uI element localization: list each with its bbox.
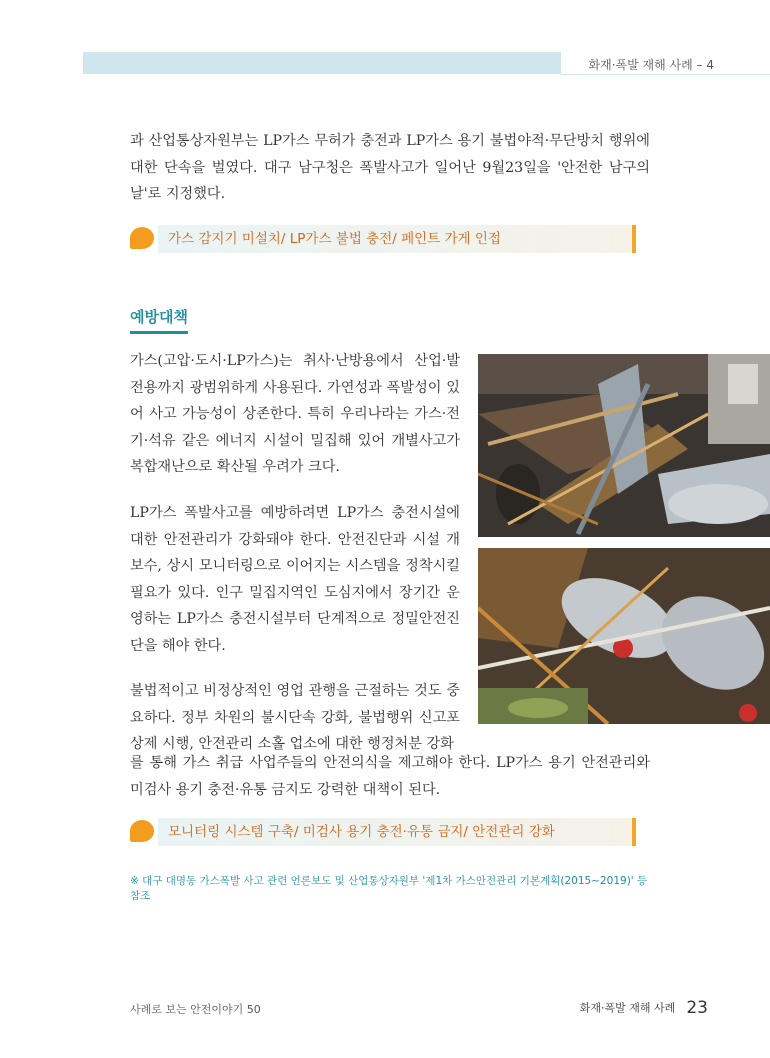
body-paragraph-3: 불법적이고 비정상적인 영업 관행을 근절하는 것도 중요하다. 정부 차원의 불시단속 강화, 불법행위 신고포상제 시행, 안전관리 소홀 업소에 대한 행정처분 강화 [130, 683, 460, 752]
page-number: 23 [686, 997, 708, 1018]
page-footer [580, 997, 708, 1018]
source-note: ※ 대구 대명동 가스폭발 사고 관련 언론보도 및 산업통상자원부 '제1차 가스안전관리 기본계획(2015~2019)' 등 참조 [130, 875, 648, 902]
summary-banner-text: 모니터링 시스템 구축/ 미검사 용기 충전·유통 금지/ 안전관리 강화 [168, 824, 555, 840]
debris-photo-top [478, 354, 770, 537]
header-rule [561, 74, 770, 75]
body-paragraph-2: LP가스 폭발사고를 예방하려면 LP가스 충전시설에 대한 안전관리가 강화돼야 한다. 안전진단과 시설 개보수, 상시 모니터링으로 이어지는 시스템을 정착시킬 필요가 있다. 인구 밀집지역인 도심지에서 장기간 운영하는 LP가스 충전시설부터 단계적으로 정밀안전진단을 해야 한다. [130, 505, 460, 654]
chapter-label: 화재·폭발 재해 사례 [579, 1001, 676, 1015]
summary-banner-bar [158, 225, 636, 253]
body-paragraph-3-continued: 를 통해 가스 취급 사업주들의 안전의식을 제고해야 한다. LP가스 용기 안전관리와 미검사 용기 충전·유통 금지도 강력한 대책이 된다. [130, 755, 650, 798]
speech-bubble-icon [130, 227, 154, 249]
header-band [83, 52, 561, 74]
running-header: 화재·폭발 재해 사례 – 4 [588, 58, 714, 72]
summary-banner-text: 가스 감지기 미설치/ LP가스 불법 충전/ 페인트 가게 인접 [168, 231, 501, 247]
section-title: 예방대책 [130, 306, 188, 334]
gas-cylinder-photo [478, 548, 770, 724]
speech-bubble-icon [130, 820, 154, 842]
intro-paragraph: 과 산업통상자원부는 LP가스 무허가 충전과 LP가스 용기 불법야적·무단방치 행위에 대한 단속을 벌였다. 대구 남구청은 폭발사고가 일어난 9월23일을 '안전한 남구의 날'로 지정했다. [130, 133, 650, 202]
summary-banner-bar [158, 818, 636, 846]
body-paragraph-1: 가스(고압·도시·LP가스)는 취사·난방용에서 산업·발전용까지 광범위하게 사용된다. 가연성과 폭발성이 있어 사고 가능성이 상존한다. 특히 우리나라는 가스·전기·석유 같은 에너지 시설이 밀집해 있어 개별사고가 복합재난으로 확산될 우려가 크다. [130, 353, 460, 475]
book-title: 사례로 보는 안전이야기 50 [130, 1003, 261, 1016]
